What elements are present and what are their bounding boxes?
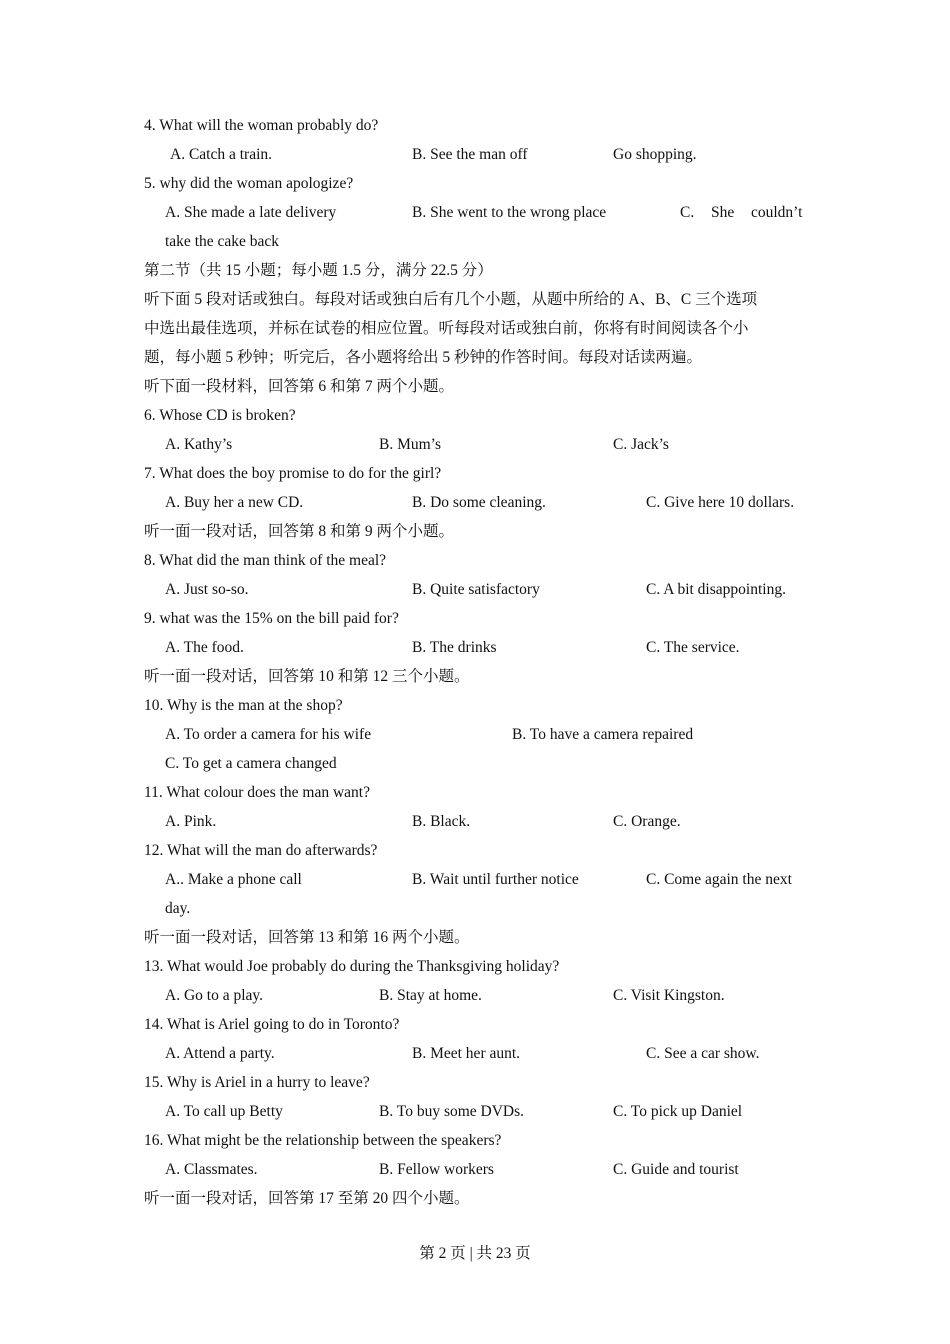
question-13-option-b: B. Stay at home. [379, 987, 482, 1004]
question-5-option-b: B. She went to the wrong place [412, 204, 607, 221]
question-4-stem: 4. What will the woman probably do? [144, 117, 379, 134]
question-13-stem: 13. What would Joe probably do during the Thanksgiving holiday? [144, 958, 560, 975]
question-7-option-b: B. Do some cleaning. [412, 494, 546, 511]
passage-note-3: 听一面一段对话，回答第 10 和第 12 三个小题。 [144, 668, 470, 685]
question-11-option-c: C. Orange. [613, 813, 681, 830]
question-10-option-a: A. To order a camera for his wife [165, 726, 372, 743]
question-9-option-b: B. The drinks [412, 639, 497, 656]
question-7-option-a: A. Buy her a new CD. [165, 494, 304, 511]
question-9-option-c: C. The service. [646, 639, 740, 656]
question-11-stem: 11. What colour does the man want? [144, 784, 370, 801]
question-5-stem: 5. why did the woman apologize? [144, 175, 354, 192]
question-7-stem: 7. What does the boy promise to do for the girl? [144, 465, 442, 482]
question-10-option-b: B. To have a camera repaired [512, 726, 694, 743]
section-instructions-line-2: 中选出最佳选项，并标在试卷的相应位置。听每段对话或独白前，你将有时间阅读各个小 [144, 320, 749, 337]
question-15-option-b: B. To buy some DVDs. [379, 1103, 525, 1120]
passage-note-1: 听下面一段材料，回答第 6 和第 7 两个小题。 [144, 378, 455, 395]
question-16-option-b: B. Fellow workers [379, 1161, 494, 1178]
question-10-option-c: C. To get a camera changed [165, 755, 337, 772]
question-14-option-a: A. Attend a party. [165, 1045, 275, 1062]
question-16-stem: 16. What might be the relationship between the speakers? [144, 1132, 502, 1149]
question-12-option-b: B. Wait until further notice [412, 871, 579, 888]
question-14-stem: 14. What is Ariel going to do in Toronto? [144, 1016, 400, 1033]
question-5-option-c-continued: take the cake back [165, 233, 280, 250]
question-5-option-c-word2: couldn’t [751, 204, 803, 221]
question-11-option-b: B. Black. [412, 813, 471, 830]
question-9-option-a: A. The food. [165, 639, 244, 656]
section-heading: 第二节（共 15 小题；每小题 1.5 分，满分 22.5 分） [144, 262, 493, 279]
question-7-option-c: C. Give here 10 dollars. [646, 494, 795, 511]
question-8-option-a: A. Just so-so. [165, 581, 249, 598]
question-11-option-a: A. Pink. [165, 813, 217, 830]
question-16-option-c: C. Guide and tourist [613, 1161, 739, 1178]
question-8-option-b: B. Quite satisfactory [412, 581, 540, 598]
question-4-option-a: A. Catch a train. [170, 146, 273, 163]
question-4-option-c: Go shopping. [613, 146, 697, 163]
passage-note-2: 听一面一段对话，回答第 8 和第 9 两个小题。 [144, 523, 455, 540]
question-13-option-c: C. Visit Kingston. [613, 987, 725, 1004]
question-12-stem: 12. What will the man do afterwards? [144, 842, 378, 859]
question-14-option-b: B. Meet her aunt. [412, 1045, 521, 1062]
section-instructions-line-3: 题，每小题 5 秒钟；听完后，各小题将给出 5 秒钟的作答时间。每段对话读两遍。 [144, 349, 703, 366]
question-15-option-a: A. To call up Betty [165, 1103, 283, 1120]
question-15-option-c: C. To pick up Daniel [613, 1103, 743, 1120]
passage-note-5: 听一面一段对话，回答第 17 至第 20 四个小题。 [144, 1190, 470, 1207]
question-5-option-c-word1: She [711, 204, 735, 221]
question-6-option-a: A. Kathy’s [165, 436, 233, 453]
page-footer: 第 2 页 | 共 23 页 [419, 1245, 531, 1262]
question-12-option-a: A.. Make a phone call [165, 871, 302, 888]
question-8-stem: 8. What did the man think of the meal? [144, 552, 387, 569]
question-14-option-c: C. See a car show. [646, 1045, 760, 1062]
question-10-stem: 10. Why is the man at the shop? [144, 697, 343, 714]
question-9-stem: 9. what was the 15% on the bill paid for? [144, 610, 399, 627]
passage-note-4: 听一面一段对话，回答第 13 和第 16 两个小题。 [144, 929, 470, 946]
question-6-option-b: B. Mum’s [379, 436, 442, 453]
question-6-option-c: C. Jack’s [613, 436, 669, 453]
question-8-option-c: C. A bit disappointing. [646, 581, 786, 598]
question-12-option-c: C. Come again the next [646, 871, 792, 888]
question-13-option-a: A. Go to a play. [165, 987, 264, 1004]
question-12-option-c-continued: day. [165, 900, 191, 917]
section-instructions-line-1: 听下面 5 段对话或独白。每段对话或独白后有几个小题，从题中所给的 A、B、C 三个选项 [144, 291, 758, 308]
question-6-stem: 6. Whose CD is broken? [144, 407, 296, 424]
question-5-option-a: A. She made a late delivery [165, 204, 337, 221]
question-4-option-b: B. See the man off [412, 146, 528, 163]
question-15-stem: 15. Why is Ariel in a hurry to leave? [144, 1074, 370, 1091]
question-5-option-c-label: C. [680, 204, 695, 221]
question-16-option-a: A. Classmates. [165, 1161, 258, 1178]
